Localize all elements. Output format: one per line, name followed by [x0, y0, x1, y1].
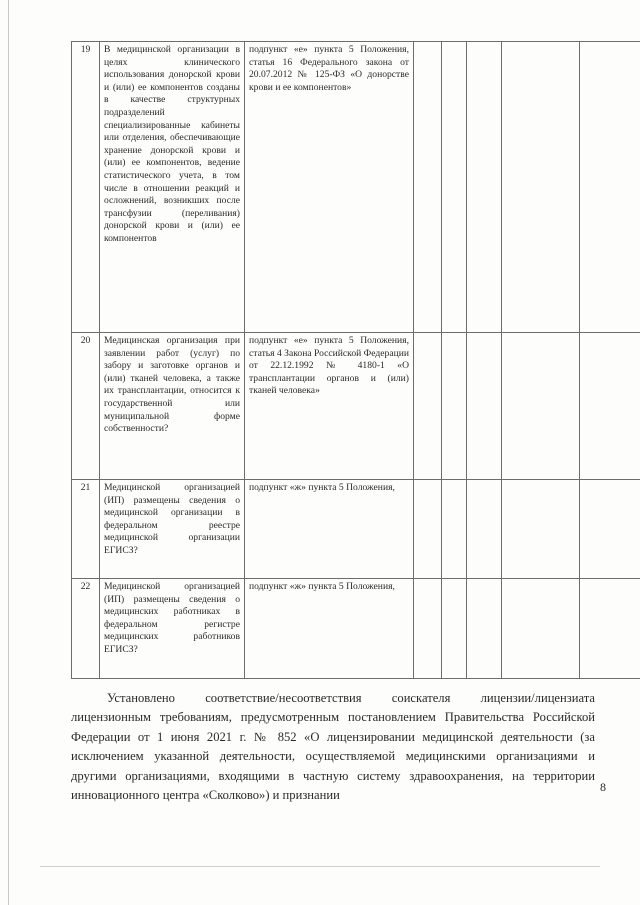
- legal-reference: [245, 333, 414, 480]
- comment-cell: [580, 579, 640, 679]
- answer-cell-na: [467, 42, 502, 333]
- requirement-question: [100, 333, 245, 480]
- checklist-table: [71, 41, 640, 679]
- answer-cell-no: [442, 333, 467, 480]
- answer-cell-na: [467, 579, 502, 679]
- row-number: 22: [72, 579, 100, 679]
- comment-cell: [580, 333, 640, 480]
- row-number: 19: [72, 42, 100, 333]
- legal-reference: [245, 42, 414, 333]
- answer-cell-yes: [414, 333, 442, 480]
- legal-reference: [245, 579, 414, 679]
- requirement-question: [100, 579, 245, 679]
- table-row: [72, 42, 640, 333]
- notes-cell: [502, 480, 580, 579]
- compliance-paragraph: Установлено соответствие/несоответствия соискателя лицензии/лицензиата лицензионным требованиям, предусмотренным постановлением Правительства Российской Федерации от 1 июня 2021 г. № 852 «О лицензировании медицинской деятельности (за исключением указанной деятельности, осуществляемой медицинскими организациями и другими организациями, входящими в частную систему здравоохранения, на территории инновационного центра «Сколково») и признании: [71, 691, 595, 803]
- question-text: Медицинской организацией (ИП) размещены сведения о медицинских работниках в федеральном регистре медицинских работников ЕГИСЗ?: [104, 581, 240, 655]
- answer-cell-no: [442, 42, 467, 333]
- requirement-question: [100, 42, 245, 333]
- page-number: 8: [600, 780, 606, 794]
- reference-text: подпункт «е» пункта 5 Положения, статья 4 Закона Российской Федерации от 22.12.1992 № 4180-1 «О трансплантации органов и (или) тканей человека»: [249, 335, 409, 397]
- reference-text: подпункт «ж» пункта 5 Положения,: [249, 581, 395, 592]
- notes-cell: [502, 579, 580, 679]
- notes-cell: [502, 42, 580, 333]
- answer-cell-na: [467, 333, 502, 480]
- table-row: [72, 333, 640, 480]
- answer-cell-yes: [414, 579, 442, 679]
- reference-text: подпункт «е» пункта 5 Положения, статья 16 Федерального закона от 20.07.2012 № 125-ФЗ «О донорстве крови и ее компонентов»: [249, 44, 409, 93]
- requirement-question: [100, 480, 245, 579]
- answer-cell-na: [467, 480, 502, 579]
- table-row: [72, 579, 640, 679]
- table-row: [72, 480, 640, 579]
- answer-cell-yes: [414, 480, 442, 579]
- answer-cell-no: [442, 579, 467, 679]
- reference-text: подпункт «ж» пункта 5 Положения,: [249, 482, 395, 493]
- notes-cell: [502, 333, 580, 480]
- comment-cell: [580, 480, 640, 579]
- answer-cell-yes: [414, 42, 442, 333]
- page-bottom-edge: [40, 866, 600, 867]
- question-text: Медицинской организацией (ИП) размещены сведения о медицинской организации в федеральном реестре медицинской организации ЕГИСЗ?: [104, 482, 240, 556]
- question-text: В медицинской организации в целях клинического использования донорской крови и (или) ее компонентов созданы в качестве структурных подразделений специализированные кабинеты или отделения, обеспечивающие хранение донорской крови и (или) ее компонентов, ведение статистического учета, в том числе в отношении реакций и осложнений, возникших после трансфузии (переливания) донорской крови и (или) ее компонентов: [104, 44, 240, 244]
- row-number: 21: [72, 480, 100, 579]
- legal-reference: [245, 480, 414, 579]
- comment-cell: [580, 42, 640, 333]
- question-text: Медицинская организация при заявлении работ (услуг) по забору и заготовке органов и (или) тканей человека, а также их трансплантации, относится к государственной или муниципальной форме собственности?: [104, 335, 240, 435]
- row-number: 20: [72, 333, 100, 480]
- answer-cell-no: [442, 480, 467, 579]
- page-left-edge: [8, 0, 9, 905]
